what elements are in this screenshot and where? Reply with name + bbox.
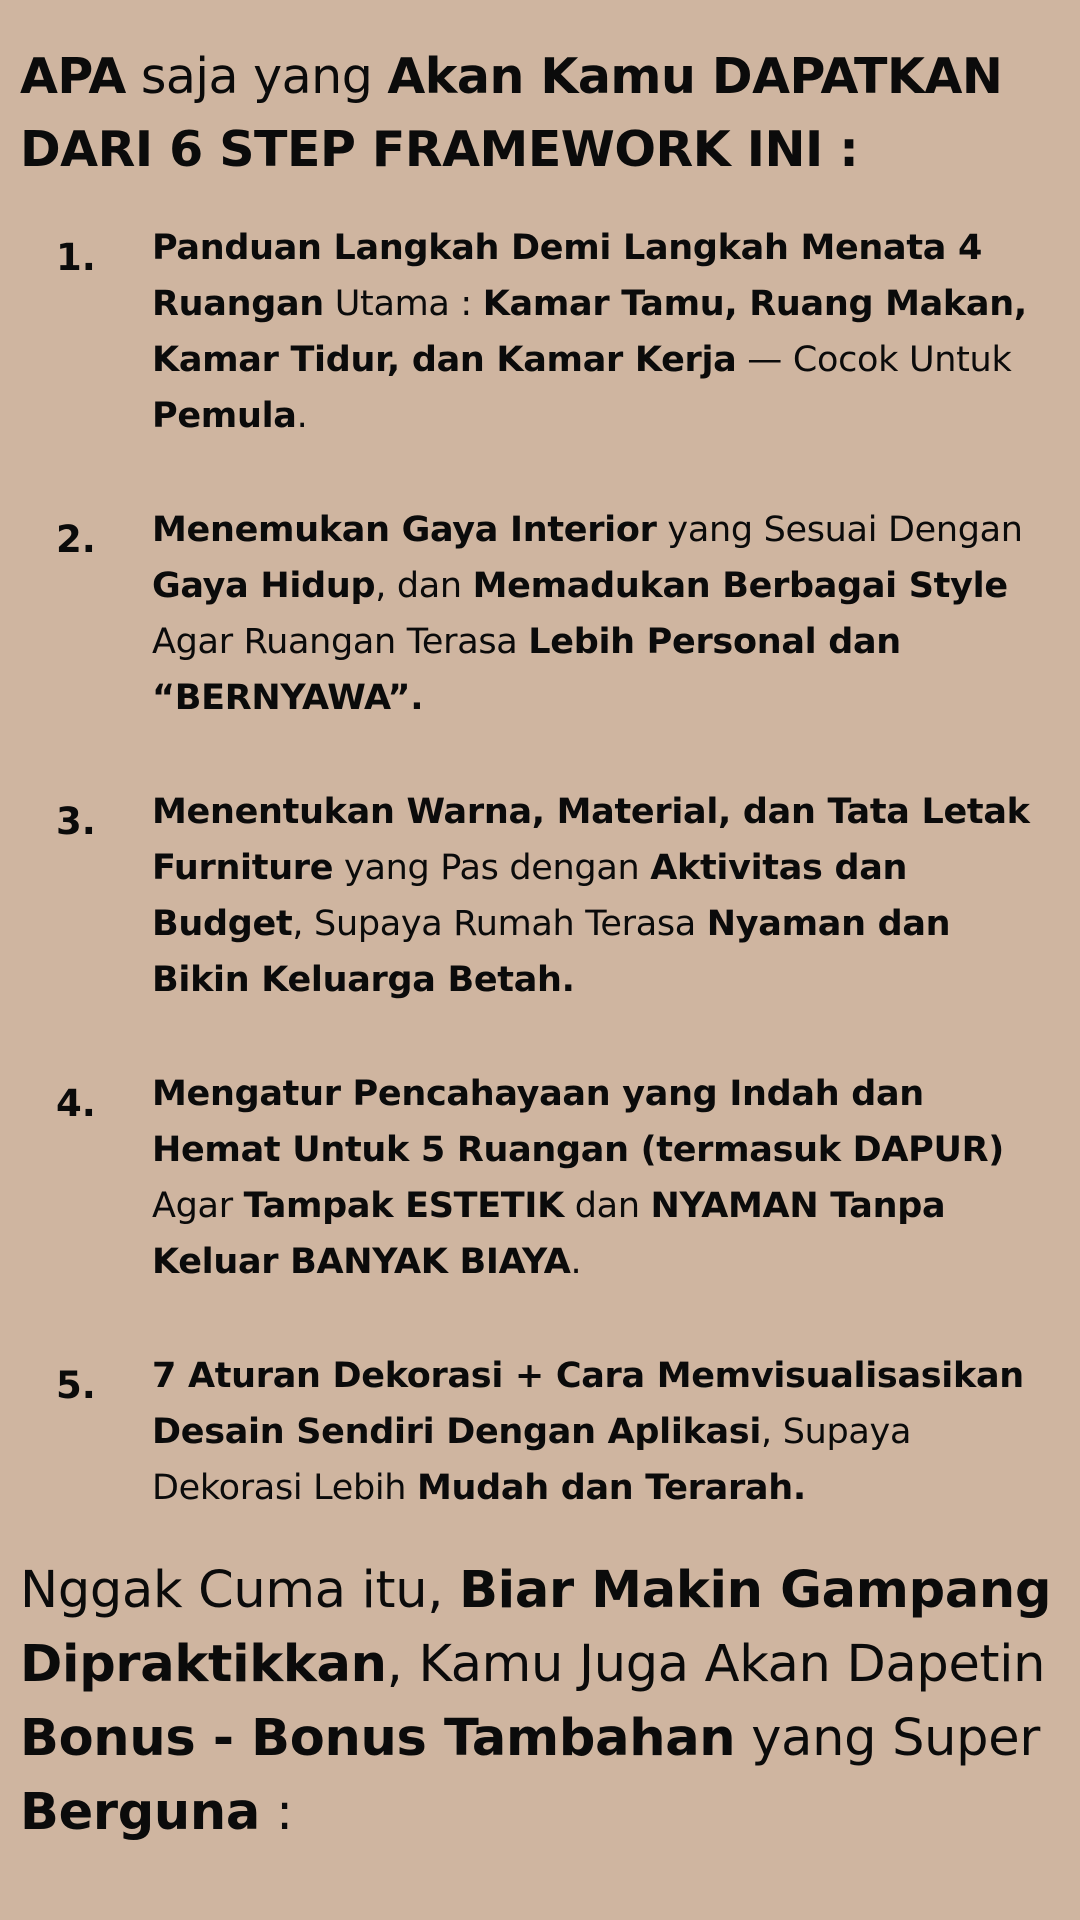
- item-text-part: Mengatur Pencahayaan yang Indah dan Hemat Untuk 5 Ruangan (termasuk DAPUR): [152, 1074, 1004, 1170]
- item-text-part: , Supaya Dekorasi Lebih: [152, 1412, 912, 1508]
- list-item: [20, 1348, 1060, 1516]
- footer-part: , Kamu Juga Akan Dapetin: [386, 1635, 1046, 1694]
- item-text-part: — Cocok Untuk: [736, 340, 1012, 380]
- item-text-part: Menemukan Gaya Interior: [152, 510, 657, 550]
- item-text-part: Memadukan Berbagai Style: [472, 566, 1008, 606]
- item-text-part: Tampak ESTETIK: [243, 1186, 564, 1226]
- item-text-part: Agar Ruangan Terasa: [152, 622, 529, 662]
- item-number: 5.: [56, 1364, 96, 1407]
- item-text-part: Pemula: [152, 396, 297, 436]
- item-number: 3.: [56, 800, 96, 843]
- footer-part: Bonus - Bonus Tambahan: [20, 1709, 736, 1768]
- item-number: 4.: [56, 1082, 96, 1125]
- footer-part: Berguna: [20, 1783, 261, 1842]
- footer-part: Biar Makin Gampang Dipraktikkan: [20, 1561, 1052, 1694]
- item-text-part: Lebih Personal dan “BERNYAWA”.: [152, 622, 901, 718]
- item-text-part: yang Sesuai Dengan: [656, 510, 1023, 550]
- item-text-part: Menentukan Warna, Material, dan Tata Letak Furniture: [152, 792, 1030, 888]
- item-text-part: Utama :: [323, 284, 483, 324]
- item-text-part: .: [296, 396, 308, 436]
- heading-part: saja yang: [125, 48, 388, 105]
- item-text-part: Gaya Hidup: [152, 566, 376, 606]
- item-text-part: dan: [563, 1186, 651, 1226]
- item-text: [152, 220, 1060, 444]
- item-text-part: Nyaman dan Bikin Keluarga Betah.: [152, 904, 951, 1000]
- list-item: [20, 220, 1060, 444]
- item-text-part: Kamar Tamu, Ruang Makan, Kamar Tidur, dan Kamar Kerja: [152, 284, 1027, 380]
- item-text: [152, 784, 1060, 1008]
- footer-part: Nggak Cuma itu,: [20, 1561, 460, 1620]
- item-text-part: Agar: [152, 1186, 244, 1226]
- heading-part: APA: [20, 48, 126, 105]
- item-text-part: Panduan Langkah Demi Langkah Menata 4 Ruangan: [152, 228, 983, 324]
- item-text-part: Mudah dan Terarah.: [417, 1468, 806, 1508]
- item-text: [152, 1066, 1060, 1290]
- item-text-part: , dan: [375, 566, 473, 606]
- item-text-part: .: [570, 1242, 582, 1282]
- item-text-part: Aktivitas dan Budget: [152, 848, 908, 944]
- item-text-part: NYAMAN Tanpa Keluar BANYAK BIAYA: [152, 1186, 946, 1282]
- framework-list: [20, 220, 1060, 1516]
- list-item: [20, 1066, 1060, 1290]
- page-heading: [20, 40, 1060, 186]
- item-text-part: 7 Aturan Dekorasi + Cara Memvisualisasikan Desain Sendiri Dengan Aplikasi: [152, 1356, 1024, 1452]
- item-number: 2.: [56, 518, 96, 561]
- footer-part: :: [260, 1783, 293, 1842]
- item-text: [152, 502, 1060, 726]
- bonus-paragraph: [20, 1554, 1060, 1850]
- heading-part: Akan Kamu DAPATKAN DARI 6 STEP FRAMEWORK INI :: [20, 48, 1003, 178]
- list-item: [20, 502, 1060, 726]
- footer-part: yang Super: [735, 1709, 1040, 1768]
- item-text: [152, 1348, 1060, 1516]
- item-number: 1.: [56, 236, 96, 279]
- item-text-part: , Supaya Rumah Terasa: [292, 904, 707, 944]
- item-text-part: yang Pas dengan: [333, 848, 651, 888]
- list-item: [20, 784, 1060, 1008]
